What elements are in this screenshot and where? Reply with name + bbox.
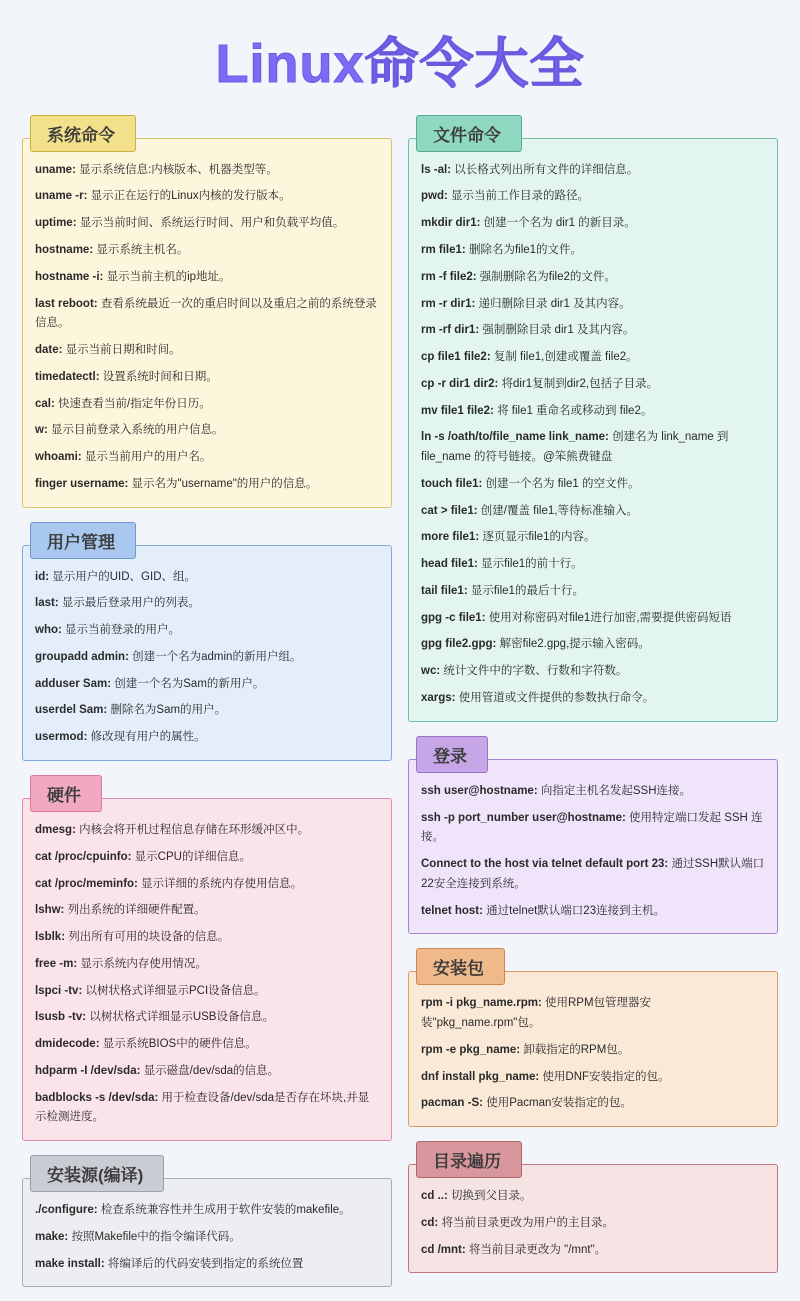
command-description: 检查系统兼容性并生成用于软件安装的makefile。: [97, 1204, 351, 1217]
command-description: 创建一个名为 file1 的空文件。: [482, 477, 640, 490]
command-entry: [35, 187, 379, 207]
section-body-system: [22, 138, 392, 508]
command-description: 显示系统信息:内核版本、机器类型等。: [75, 163, 278, 176]
command-name: cal:: [35, 397, 55, 410]
section-system: [22, 115, 392, 508]
command-entry: [35, 161, 379, 181]
command-description: 修改现有用户的属性。: [87, 731, 206, 744]
command-entry: [421, 582, 765, 602]
command-entry: [421, 1241, 765, 1261]
command-entry: [35, 848, 379, 868]
command-description: 强制删除目录 dir1 及其内容。: [479, 324, 635, 337]
command-name: usermod:: [35, 731, 88, 744]
command-entry: [421, 402, 765, 422]
command-description: 显示当前时间、系统运行时间、用户和负载平均值。: [76, 217, 345, 230]
command-name: lspci -tv:: [35, 984, 83, 997]
command-name: uptime:: [35, 217, 77, 230]
section-heading-packages: 安装包: [416, 948, 505, 985]
command-name: dmidecode:: [35, 1038, 100, 1051]
command-name: mv file1 file2:: [421, 404, 494, 417]
section-body-user-management: [22, 545, 392, 761]
command-description: 列出系统的详细硬件配置。: [64, 904, 206, 917]
command-description: 显示file1的前十行。: [477, 558, 583, 571]
command-description: 显示CPU的详细信息。: [131, 850, 251, 863]
command-name: telnet host:: [421, 904, 483, 917]
command-name: mkdir dir1:: [421, 217, 481, 230]
section-login: [408, 736, 778, 935]
command-entry: [35, 982, 379, 1002]
command-name: ls -al:: [421, 163, 452, 176]
command-entry: [35, 295, 379, 335]
command-description: 按照Makefile中的指令编译代码。: [68, 1230, 241, 1243]
command-name: lsblk:: [35, 931, 66, 944]
command-description: 设置系统时间和日期。: [99, 370, 218, 383]
section-user-management: [22, 522, 392, 761]
command-name: whoami:: [35, 451, 82, 464]
command-entry: [35, 901, 379, 921]
command-description: 显示名为"username"的用户的信息。: [128, 477, 318, 490]
command-name: Connect to the host via telnet default port 23:: [421, 858, 669, 871]
command-entry: [421, 502, 765, 522]
command-name: last:: [35, 597, 59, 610]
command-entry: [421, 635, 765, 655]
command-name: rpm -e pkg_name:: [421, 1043, 521, 1056]
command-entry: [35, 1062, 379, 1082]
command-description: 显示当前登录的用户。: [61, 624, 181, 637]
command-entry: [35, 1089, 379, 1129]
command-description: 使用DNF安装指定的包。: [539, 1070, 670, 1083]
command-description: 使用Pacman安装指定的包。: [483, 1097, 632, 1110]
command-description: 向指定主机名发起SSH连接。: [537, 784, 692, 797]
command-name: date:: [35, 344, 63, 357]
command-description: 显示当前工作目录的路径。: [447, 190, 590, 203]
section-heading-system: 系统命令: [30, 115, 136, 152]
command-entry: [421, 295, 765, 315]
section-hardware: [22, 775, 392, 1141]
command-description: 使用特定端口发起 SSH 连接。: [421, 811, 763, 844]
command-entry: [35, 594, 379, 614]
command-description: 将 file1 重命名或移动到 file2。: [493, 404, 653, 417]
command-description: 将当前目录更改为用户的主目录。: [438, 1216, 614, 1229]
command-name: touch file1:: [421, 477, 483, 490]
command-entry: [421, 268, 765, 288]
section-install-source: [22, 1155, 392, 1287]
command-entry: [35, 875, 379, 895]
section-heading-login: 登录: [416, 736, 488, 773]
command-name: lsusb -tv:: [35, 1011, 87, 1024]
command-name: cat > file1:: [421, 504, 478, 517]
command-name: rpm -i pkg_name.rpm:: [421, 997, 542, 1010]
section-heading-install-source: 安装源(编译): [30, 1155, 164, 1192]
command-name: wc:: [421, 665, 441, 678]
command-description: 显示系统内存使用情况。: [77, 957, 207, 970]
command-name: rm -rf dir1:: [421, 324, 480, 337]
command-description: 切换到父目录。: [447, 1190, 532, 1203]
command-description: 显示系统主机名。: [93, 243, 189, 256]
command-entry: [421, 214, 765, 234]
command-description: 统计文件中的字数、行数和字符数。: [440, 665, 628, 678]
command-description: 以树状格式详细显示PCI设备信息。: [82, 984, 266, 997]
command-description: 通过telnet默认端口23连接到主机。: [482, 904, 666, 917]
command-description: 强制删除名为file2的文件。: [476, 270, 616, 283]
command-entry: [35, 621, 379, 641]
command-description: 使用管道或文件提供的参数执行命令。: [455, 692, 655, 704]
command-entry: [421, 609, 765, 629]
command-name: cp file1 file2:: [421, 351, 491, 364]
command-description: 卸载指定的RPM包。: [520, 1043, 630, 1056]
command-description: 列出所有可用的块设备的信息。: [65, 931, 230, 944]
command-entry: [35, 955, 379, 975]
command-entry: [35, 448, 379, 468]
command-description: 删除名为file1的文件。: [465, 243, 583, 256]
command-name: id:: [35, 570, 50, 583]
command-entry: [421, 782, 765, 802]
command-entry: [421, 528, 765, 548]
section-body-packages: [408, 971, 778, 1127]
command-name: ssh user@hostname:: [421, 784, 538, 797]
command-name: lshw:: [35, 904, 65, 917]
command-entry: [421, 555, 765, 575]
command-name: adduser Sam:: [35, 677, 112, 690]
command-description: 创建一个名为admin的新用户组。: [128, 650, 302, 663]
command-name: last reboot:: [35, 297, 98, 310]
command-description: 显示当前用户的用户名。: [81, 451, 212, 464]
command-description: 以长格式列出所有文件的详细信息。: [451, 163, 639, 176]
command-description: 内核会将开机过程信息存储在环形缓冲区中。: [75, 824, 310, 836]
command-description: 创建一个名为 dir1 的新目录。: [480, 217, 636, 230]
command-name: cp -r dir1 dir2:: [421, 377, 499, 390]
command-name: uname:: [35, 163, 76, 176]
command-name: timedatectl:: [35, 370, 100, 383]
command-entry: [421, 241, 765, 261]
command-name: userdel Sam:: [35, 704, 108, 717]
command-entry: [35, 648, 379, 668]
command-description: 快速查看当前/指定年份日历。: [54, 397, 211, 410]
command-entry: [35, 395, 379, 415]
command-name: make install:: [35, 1257, 105, 1270]
command-description: 显示系统BIOS中的硬件信息。: [99, 1038, 257, 1051]
command-description: 创建一个名为Sam的新用户。: [111, 677, 265, 690]
command-entry: [421, 321, 765, 341]
command-name: cd ..:: [421, 1190, 448, 1203]
command-name: head file1:: [421, 558, 478, 571]
command-entry: [421, 689, 765, 709]
command-name: pwd:: [421, 190, 448, 203]
command-name: hostname -i:: [35, 270, 104, 283]
command-name: tail file1:: [421, 584, 468, 597]
command-name: free -m:: [35, 957, 78, 970]
command-description: 显示详细的系统内存使用信息。: [137, 877, 303, 890]
command-description: 解密file2.gpg,提示输入密码。: [496, 638, 650, 651]
command-entry: [35, 1255, 379, 1275]
command-entry: [35, 214, 379, 234]
command-entry: [421, 161, 765, 181]
command-entry: [35, 1201, 379, 1221]
section-heading-file-commands: 文件命令: [416, 115, 522, 152]
command-description: 显示当前日期和时间。: [62, 344, 181, 357]
command-name: who:: [35, 624, 62, 637]
command-entry: [35, 1228, 379, 1248]
command-description: 用于检查设备/dev/sda是否存在坏块,并显示检测进度。: [35, 1091, 370, 1124]
command-entry: [421, 1041, 765, 1061]
command-description: 显示正在运行的Linux内核的发行版本。: [87, 190, 291, 203]
command-entry: [35, 1008, 379, 1028]
command-entry: [35, 821, 379, 841]
command-description: 显示当前主机的ip地址。: [103, 270, 231, 283]
command-description: 显示file1的最后十行。: [467, 584, 584, 597]
command-description: 删除名为Sam的用户。: [107, 704, 227, 717]
command-name: gpg -c file1:: [421, 611, 486, 624]
section-body-hardware: [22, 798, 392, 1141]
command-name: make:: [35, 1230, 69, 1243]
command-name: more file1:: [421, 531, 480, 544]
command-entry: [421, 1214, 765, 1234]
command-entry: [421, 375, 765, 395]
command-entry: [35, 928, 379, 948]
command-entry: [421, 855, 765, 895]
command-entry: [35, 475, 379, 495]
command-name: dmesg:: [35, 824, 76, 836]
command-name: gpg file2.gpg:: [421, 638, 497, 651]
command-description: 创建名为 link_name 到 file_name 的符号链接。@笨熊费键盘: [421, 431, 729, 464]
command-entry: [421, 348, 765, 368]
command-description: 逐页显示file1的内容。: [479, 531, 596, 544]
command-name: xargs:: [421, 692, 456, 704]
command-name: cd:: [421, 1216, 439, 1229]
left-column: [22, 115, 392, 1288]
command-entry: [421, 809, 765, 849]
section-body-directory-traversal: [408, 1164, 778, 1273]
command-description: 以树状格式详细显示USB设备信息。: [86, 1011, 274, 1024]
command-entry: [35, 241, 379, 261]
command-entry: [421, 662, 765, 682]
command-entry: [35, 675, 379, 695]
section-file-commands: [408, 115, 778, 722]
command-entry: [35, 568, 379, 588]
command-name: badblocks -s /dev/sda:: [35, 1091, 159, 1104]
section-body-file-commands: [408, 138, 778, 722]
command-entry: [421, 475, 765, 495]
command-entry: [421, 1187, 765, 1207]
command-name: rm -f file2:: [421, 270, 477, 283]
command-entry: [421, 994, 765, 1034]
command-name: finger username:: [35, 477, 129, 490]
command-name: pacman -S:: [421, 1097, 483, 1110]
command-entry: [35, 268, 379, 288]
command-description: 查看系统最近一次的重启时间以及重启之前的系统登录信息。: [35, 297, 377, 330]
command-entry: [35, 368, 379, 388]
command-name: ./configure:: [35, 1204, 98, 1217]
command-description: 使用RPM包管理器安装"pkg_name.rpm"包。: [421, 997, 652, 1030]
command-name: hostname:: [35, 243, 94, 256]
command-description: 通过SSH默认端口22安全连接到系统。: [421, 858, 765, 890]
command-name: groupadd admin:: [35, 650, 129, 663]
page-title: Linux命令大全: [215, 34, 585, 94]
command-name: cat /proc/meminfo:: [35, 877, 138, 890]
command-entry: [421, 187, 765, 207]
section-heading-user-management: 用户管理: [30, 522, 136, 559]
command-description: 创建/覆盖 file1,等待标准输入。: [477, 504, 638, 517]
command-description: 显示最后登录用户的列表。: [58, 597, 200, 610]
command-name: rm file1:: [421, 243, 466, 256]
command-description: 将dir1复制到dir2,包括子目录。: [498, 377, 659, 390]
command-name: ln -s /oath/to/file_name link_name:: [421, 431, 609, 444]
command-entry: [35, 341, 379, 361]
command-name: cat /proc/cpuinfo:: [35, 850, 132, 863]
command-description: 将当前目录更改为 "/mnt"。: [465, 1243, 607, 1256]
command-description: 将编译后的代码安装到指定的系统位置: [104, 1257, 304, 1270]
right-column: [408, 115, 778, 1274]
command-entry: [35, 421, 379, 441]
command-entry: [421, 902, 765, 922]
command-description: 使用对称密码对file1进行加密,需要提供密码短语: [485, 611, 732, 624]
section-heading-hardware: 硬件: [30, 775, 102, 812]
section-directory-traversal: [408, 1141, 778, 1273]
section-heading-directory-traversal: 目录遍历: [416, 1141, 522, 1178]
command-entry: [421, 1094, 765, 1114]
section-body-install-source: [22, 1178, 392, 1287]
command-name: cd /mnt:: [421, 1243, 466, 1256]
command-name: rm -r dir1:: [421, 297, 476, 310]
command-name: ssh -p port_number user@hostname:: [421, 811, 626, 824]
command-entry: [35, 1035, 379, 1055]
command-entry: [35, 701, 379, 721]
section-packages: [408, 948, 778, 1127]
command-description: 显示磁盘/dev/sda的信息。: [140, 1064, 280, 1077]
command-entry: [421, 1068, 765, 1088]
command-description: 递归删除目录 dir1 及其内容。: [475, 297, 631, 310]
command-description: 显示目前登录入系统的用户信息。: [47, 424, 224, 437]
command-entry: [35, 728, 379, 748]
command-name: hdparm -I /dev/sda:: [35, 1064, 141, 1077]
command-description: 复制 file1,创建或覆盖 file2。: [490, 351, 638, 364]
section-body-login: [408, 759, 778, 935]
command-description: 显示用户的UID、GID、组。: [49, 570, 197, 583]
command-name: uname -r:: [35, 190, 88, 203]
command-name: w:: [35, 424, 48, 437]
command-name: dnf install pkg_name:: [421, 1070, 540, 1083]
command-entry: [421, 428, 765, 468]
columns: [22, 115, 778, 1288]
